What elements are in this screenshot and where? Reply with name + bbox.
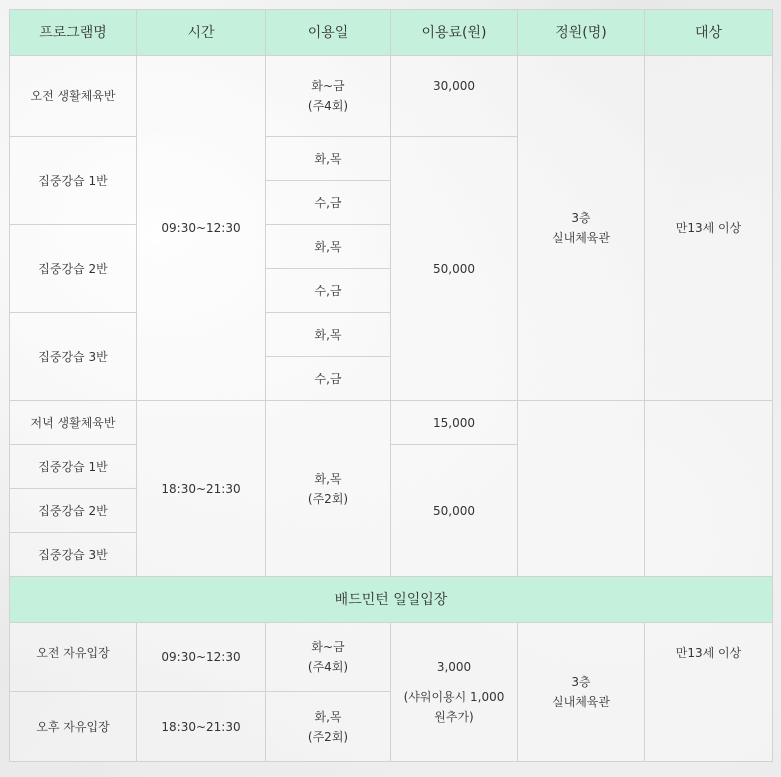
days-cell: 수,금 xyxy=(266,181,391,225)
days-cell xyxy=(266,56,391,137)
capacity-floor: 3층 xyxy=(571,675,591,689)
days-note: (주4회) xyxy=(307,99,349,113)
fee-cell: 15,000 xyxy=(391,401,518,445)
program-name: 오전 생활체육반 xyxy=(10,56,137,137)
days-note: (주4회) xyxy=(307,660,349,674)
header-time: 시간 xyxy=(137,10,266,56)
days-cell: 화,목 xyxy=(266,225,391,269)
program-name: 오전 자유입장 xyxy=(10,623,137,692)
capacity-place: 실내체육관 xyxy=(552,231,610,245)
program-name: 저녁 생활체육반 xyxy=(10,401,137,445)
program-name: 집중강습 2반 xyxy=(10,489,137,533)
table-row xyxy=(10,623,773,692)
header-target: 대상 xyxy=(645,10,773,56)
target-cell: 만13세 이상 xyxy=(645,56,773,401)
header-program: 프로그램명 xyxy=(10,10,137,56)
program-name: 집중강습 3반 xyxy=(10,313,137,401)
program-name: 집중강습 3반 xyxy=(10,533,137,577)
header-fee: 이용료(원) xyxy=(391,10,518,56)
days-text: 화~금 xyxy=(311,79,345,93)
fee-cell xyxy=(391,623,518,762)
program-fee-table xyxy=(9,9,773,762)
days-cell: 화,목 xyxy=(266,137,391,181)
time-cell: 18:30~21:30 xyxy=(137,692,266,762)
program-name: 집중강습 1반 xyxy=(10,137,137,225)
target-cell: 만13세 이상 xyxy=(645,623,773,762)
fee-text: 3,000 xyxy=(436,660,472,674)
fee-cell: 30,000 xyxy=(391,56,518,137)
days-cell xyxy=(266,692,391,762)
time-cell: 09:30~12:30 xyxy=(137,623,266,692)
days-text: 화~금 xyxy=(311,640,345,654)
header-capacity: 정원(명) xyxy=(518,10,645,56)
fee-cell: 50,000 xyxy=(391,445,518,577)
program-name: 집중강습 2반 xyxy=(10,225,137,313)
time-cell: 09:30~12:30 xyxy=(137,56,266,401)
time-cell: 18:30~21:30 xyxy=(137,401,266,577)
fee-note: 원추가) xyxy=(434,710,474,724)
capacity-floor: 3층 xyxy=(571,211,591,225)
capacity-place: 실내체육관 xyxy=(552,695,610,709)
days-cell xyxy=(266,401,391,577)
days-note: (주2회) xyxy=(307,491,349,506)
section-row xyxy=(10,577,773,623)
program-name: 집중강습 1반 xyxy=(10,445,137,489)
header-days: 이용일 xyxy=(266,10,391,56)
program-name: 오후 자유입장 xyxy=(10,692,137,762)
capacity-cell xyxy=(518,401,645,577)
capacity-cell xyxy=(518,623,645,762)
table-row xyxy=(10,401,773,445)
days-cell: 화,목 xyxy=(266,313,391,357)
fee-note: (샤워이용시 1,000 xyxy=(403,690,505,704)
section-title: 배드민턴 일일입장 xyxy=(10,577,773,623)
days-text: 화,목 xyxy=(314,471,342,486)
fee-cell: 50,000 xyxy=(391,137,518,401)
table-row xyxy=(10,56,773,100)
days-cell: 수,금 xyxy=(266,357,391,401)
capacity-cell xyxy=(518,56,645,401)
days-note: (주2회) xyxy=(307,729,349,744)
days-cell: 수,금 xyxy=(266,269,391,313)
header-row xyxy=(10,10,773,56)
days-cell xyxy=(266,623,391,692)
days-text: 화,목 xyxy=(314,709,342,724)
target-cell xyxy=(645,401,773,577)
